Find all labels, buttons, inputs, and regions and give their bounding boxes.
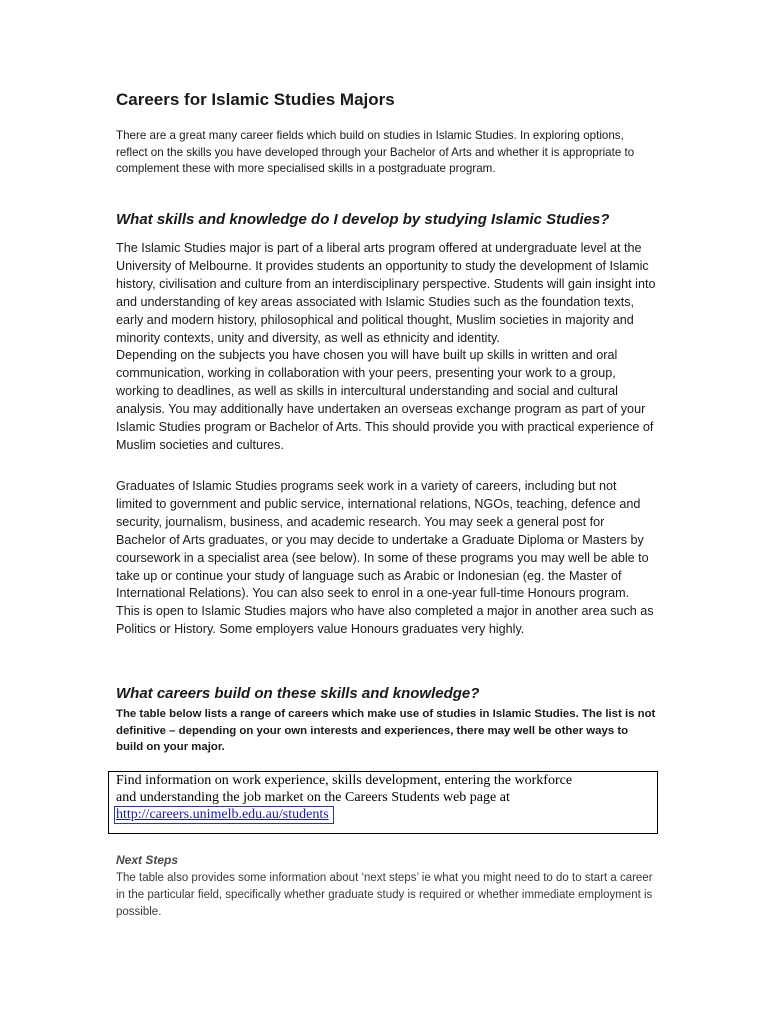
info-box-line1: Find information on work experience, skills development, entering the workforce [116,773,573,788]
careers-intro-paragraph: The table below lists a range of careers which make use of studies in Islamic Studies. The list is not definitive – depending on your own interests and experiences, there may well be other ways to build on your major. [116,708,656,753]
careers-students-link[interactable]: http://careers.unimelb.edu.au/students [114,806,334,824]
skills-paragraph [116,240,656,455]
intro-paragraph: There are a great many career fields which build on studies in Islamic Studies. In exploring options, reflect on the skills you have developed through your Bachelor of Arts and whether it is appropriate to complement these with more specialised skills in a postgraduate program. [116,129,635,176]
skills-paragraph-part1: The Islamic Studies major is part of a liberal arts program offered at undergraduate level at the University of Melbourne. It provides students an opportunity to study the development of Islamic history, civilisation and culture from an interdisciplinary perspective. Students will gain insight into and understanding of key areas associated with Islamic Studies such as the foundation texts, early and modern history, philosophical and political thought, Muslim societies in majority and minority contexts, unity and diversity, as well as ethnicity and identity. [116,241,656,345]
page-title: Careers for Islamic Studies Majors [116,90,395,109]
skills-paragraph-part2: Depending on the subjects you have chosen you will have built up skills in written and oral communication, working in collaboration with your peers, presenting your work to a group, working to deadlines, as well as skills in intercultural understanding and social and cultural analysis. You may additionally have undertaken an overseas exchange program as part of your Islamic Studies program or Bachelor of Arts. This should provide you with practical experience of Muslim societies and cultures. [116,348,654,452]
careers-heading: What careers build on these skills and knowledge? [116,685,480,702]
info-box-line2: and understanding the job market on the Careers Students web page at [116,790,510,806]
graduates-paragraph: Graduates of Islamic Studies programs seek work in a variety of careers, including but not limited to government and public service, international relations, NGOs, teaching, defence and security, journalism, business, and academic research. You may seek a general post for Bachelor of Arts graduates, or you may decide to undertake a Graduate Diploma or Masters by coursework in a specialist area (see below). In some of these programs you may well be able to take up or continue your study of language such as Arabic or Indonesian (eg. the Master of International Relations). You can also seek to enrol in a one-year full-time Honours program. This is open to Islamic Studies majors who have also completed a major in another area such as Politics or History. Some employers value Honours graduates very highly. [116,479,654,637]
next-steps-paragraph: The table also provides some information about ‘next steps’ ie what you might need to do to start a career in the particular field, specifically whether graduate study is required or whether immediate employment is possible. [116,872,653,919]
skills-heading: What skills and knowledge do I develop by studying Islamic Studies? [116,211,610,228]
careers-info-box [108,771,658,834]
next-steps-heading: Next Steps [116,853,179,867]
